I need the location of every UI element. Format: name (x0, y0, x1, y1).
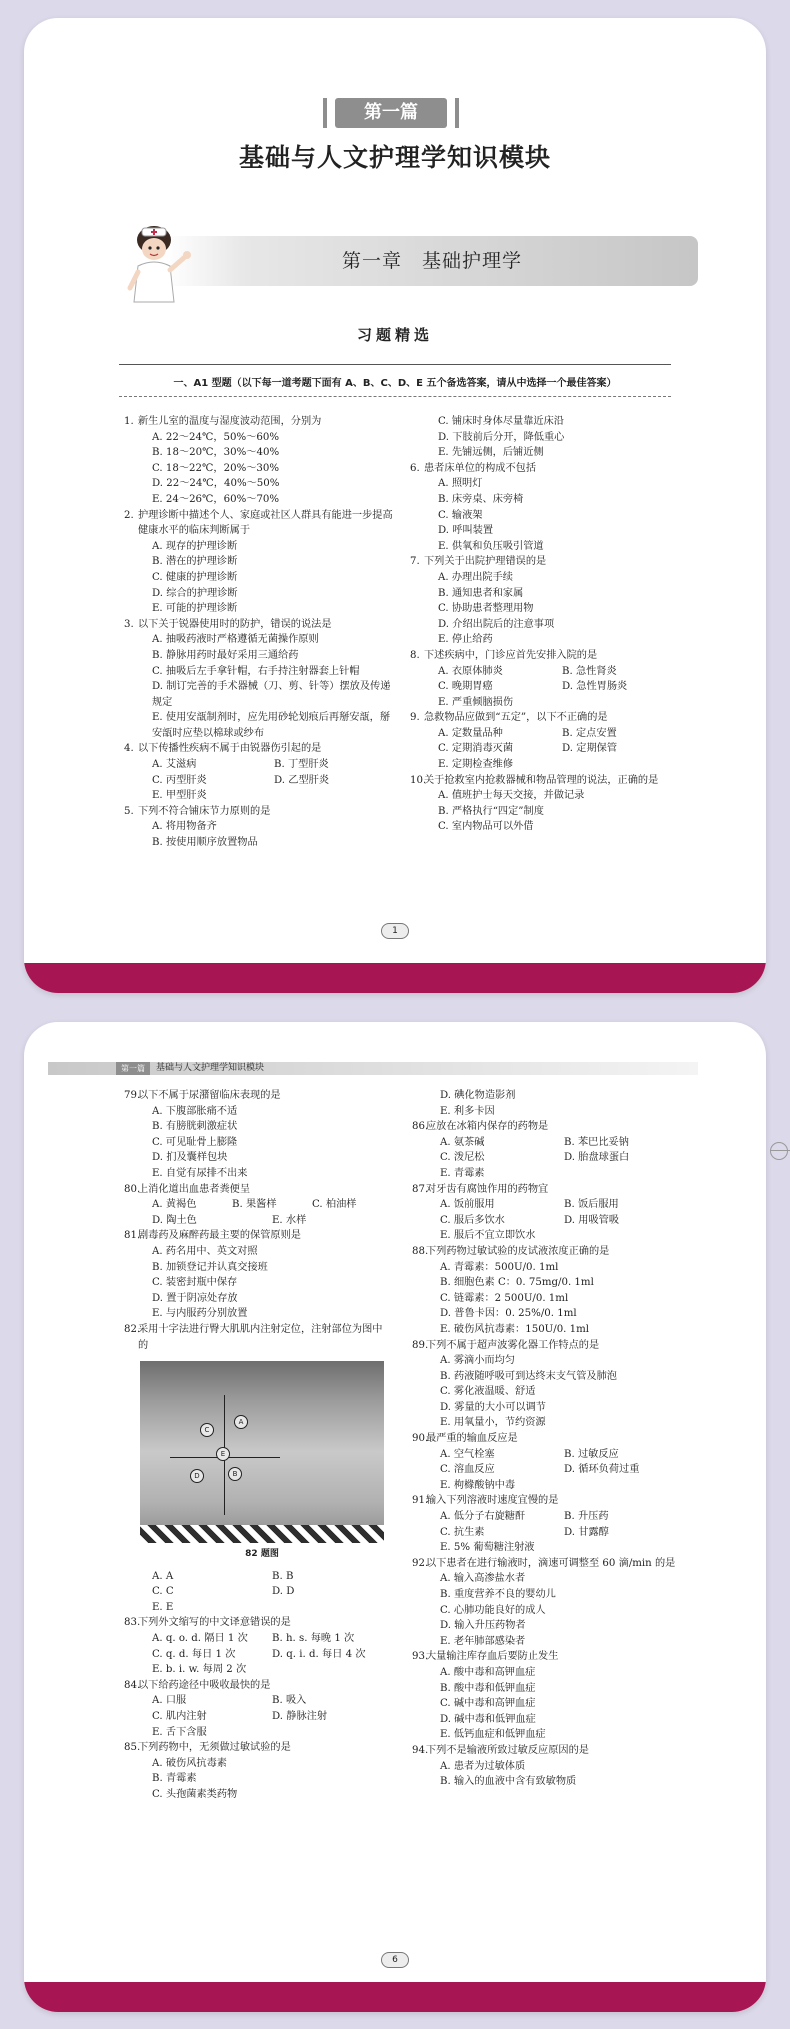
site-marker-d: D (190, 1469, 204, 1483)
answer-option: B. 严格执行“四定”制度 (438, 805, 544, 817)
question-text: 以下传播性疾病不属于由锐器伤引起的是 (138, 743, 322, 755)
question-text: 以下不属于尿潴留临床表现的是 (138, 1090, 281, 1101)
answer-option: C. 雾化液温暖、舒适 (440, 1386, 536, 1398)
answer-option: C. 铺床时身体尽量靠近床沿 (438, 416, 564, 427)
answer-option: E. 枸橼酸钠中毒 (440, 1479, 516, 1491)
answer-option: B. 潜在的护理诊断 (152, 556, 238, 568)
book-page-1 (24, 18, 766, 993)
question-text: 患者床单位的构成不包括 (424, 462, 537, 474)
question-number: 86. (412, 1121, 429, 1133)
answer-option: E. b. i. w. 每周 2 次 (152, 1664, 247, 1676)
question-number: 9. (410, 712, 420, 724)
answer-option: E. 供氧和负压吸引管道 (438, 540, 544, 552)
page-bottom-band (24, 1982, 766, 2012)
answer-option: A. 药名用中、英文对照 (152, 1245, 258, 1257)
answer-option: D. 雾量的大小可以调节 (440, 1401, 546, 1413)
option-row (426, 1509, 694, 1525)
question-number: 84. (124, 1679, 141, 1691)
answer-option: B. 吸入 (272, 1695, 307, 1707)
answer-option: E. 青霉素 (440, 1167, 485, 1179)
answer-option: E. 老年肺部感染者 (440, 1635, 526, 1647)
question-text: 以下患者在进行输液时，滴速可调整至 60 滴/min 的是 (426, 1557, 676, 1569)
question-item (124, 1182, 392, 1229)
answer-option: A. 抽吸药液时严格遵循无菌操作原则 (152, 634, 319, 646)
option-row (138, 1569, 392, 1585)
option-row (424, 726, 692, 742)
answer-option: C. 丙型肝炎 (152, 774, 207, 786)
page-number: 6 (381, 1952, 409, 1968)
option-row (424, 679, 692, 695)
question-item (412, 1431, 694, 1493)
question-text: 急救物品应做到“五定”，以下不正确的是 (424, 712, 608, 724)
question-text: 以下给药途径中吸收最快的是 (138, 1679, 271, 1691)
answer-option: C. 碱中毒和高钾血症 (440, 1698, 536, 1710)
answer-option: D. 急性胃肠炎 (562, 681, 628, 693)
question-text: 新生儿室的温度与湿度波动范围，分别为 (138, 416, 322, 427)
question-item (412, 1244, 694, 1338)
answer-option: B. 按使用顺序放置物品 (152, 837, 258, 849)
answer-option: C. 链霉素：2 500U/0. 1ml (440, 1292, 569, 1304)
question-type-heading: 一、A1 型题（以下每一道考题下面有 A、B、C、D、E 五个备选答案，请从中选择一个最佳答案） (173, 378, 617, 389)
answer-option: D. 甘露醇 (564, 1526, 609, 1538)
figure-caption: 82 题图 (245, 1549, 279, 1560)
heading-rule-top (119, 364, 671, 365)
option-row (426, 1525, 694, 1541)
answer-option: C. 泼尼松 (440, 1152, 485, 1164)
question-text: 下列药物中，无须做过敏试验的是 (138, 1742, 291, 1754)
answer-option: A. 空气栓塞 (440, 1448, 495, 1460)
question-number: 94. (412, 1744, 429, 1756)
question-text: 下述疾病中，门诊应首先安排入院的是 (424, 649, 598, 661)
question-item (410, 461, 692, 555)
question-number: 7. (410, 556, 420, 568)
question-item (124, 1678, 392, 1740)
question-item (124, 1615, 392, 1677)
option-row (426, 1462, 694, 1478)
answer-option: D. q. i. d. 每日 4 次 (272, 1648, 366, 1660)
answer-option: A. 将用物备齐 (152, 821, 217, 833)
part-title: 基础与人文护理学知识模块 (238, 143, 551, 172)
answer-option: C. 输液架 (438, 509, 483, 521)
question-number: 2. (124, 509, 134, 521)
answer-option: D. 22～24℃，40%～50% (152, 478, 280, 490)
question-item (124, 741, 396, 803)
answer-option: D. 普鲁卡因：0. 25%/0. 1ml (440, 1308, 577, 1320)
question-number: 1. (124, 416, 134, 427)
option-row (138, 757, 396, 773)
answer-option: E. 利多卡因 (440, 1105, 495, 1117)
photo-striped-fabric (140, 1525, 384, 1543)
answer-option: D. 介绍出院后的注意事项 (438, 618, 555, 630)
answer-option: C. 室内物品可以外借 (438, 821, 534, 833)
answer-option: A. 现存的护理诊断 (152, 540, 238, 552)
option-row (426, 1150, 694, 1166)
nurse-mascot-icon (124, 222, 204, 306)
question-item (124, 508, 396, 617)
option-row (138, 1584, 392, 1600)
question-number: 4. (124, 743, 134, 755)
question-column-left (124, 1088, 392, 1803)
answer-option: B. 果酱样 (232, 1199, 277, 1211)
answer-option: B. B (272, 1570, 294, 1582)
answer-option: E. 可能的护理诊断 (152, 603, 238, 615)
answer-option: A. 下腹部胀痛不适 (152, 1105, 238, 1117)
question-number: 10. (410, 774, 427, 786)
answer-option: A. 雾滴小而均匀 (440, 1355, 515, 1367)
option-row (138, 1197, 392, 1213)
section-heading: 习题精选 (356, 326, 433, 344)
question-number: 5. (124, 805, 134, 817)
answer-option: D. 用吸管吸 (564, 1214, 620, 1226)
answer-option: B. 床旁桌、床旁椅 (438, 493, 524, 505)
answer-option: B. 输入的血液中含有致敏物质 (440, 1776, 577, 1788)
answer-option: D. 静脉注射 (272, 1711, 328, 1723)
question-number: 79. (124, 1090, 141, 1101)
answer-option: C. 服后多饮水 (440, 1214, 505, 1226)
question-text: 下列外文缩写的中文译意错误的是 (138, 1617, 291, 1629)
site-marker-a: A (234, 1415, 248, 1429)
option-row (424, 664, 692, 680)
running-header-badge: 第一篇 (116, 1062, 150, 1075)
answer-option: E. 自觉有尿排不出来 (152, 1167, 248, 1179)
answer-option: B. 丁型肝炎 (274, 759, 329, 771)
question-number: 83. (124, 1617, 141, 1629)
question-text: 护理诊断中描述个人、家庭或社区人群具有能进一步提高健康水平的临床判断属于 (138, 509, 393, 537)
answer-option: B. 细胞色素 C：0. 75mg/0. 1ml (440, 1277, 594, 1289)
answer-option: B. 18～20℃，30%～40% (152, 447, 280, 459)
question-number: 80. (124, 1183, 141, 1195)
badge-ornament-right (455, 98, 459, 128)
answer-option: C. q. d. 每日 1 次 (152, 1648, 236, 1660)
question-item (412, 1338, 694, 1432)
answer-option: B. 过敏反应 (564, 1448, 619, 1460)
answer-option: B. 苯巴比妥钠 (564, 1136, 629, 1148)
site-marker-e: E (216, 1447, 230, 1461)
registration-mark-icon (770, 1142, 788, 1160)
answer-option: A. 饭前服用 (440, 1199, 495, 1211)
answer-option: A. 22～24℃，50%～60% (152, 431, 280, 443)
question-text: 下列关于出院护理错误的是 (424, 556, 547, 568)
answer-option: E. 先铺远侧，后铺近侧 (438, 447, 544, 459)
answer-option: E. 严重倾脑损伤 (438, 696, 514, 708)
question-continued (412, 1088, 694, 1119)
option-row (426, 1135, 694, 1151)
answer-option: A. 低分子右旋糖酐 (440, 1511, 526, 1523)
answer-option: D. 置于阴凉处存放 (152, 1292, 238, 1304)
answer-option: E. 用氧量小，节约资源 (440, 1417, 546, 1429)
answer-option: D. 下肢前后分开，降低重心 (438, 431, 565, 443)
answer-option: C. C (152, 1586, 174, 1598)
answer-option: A. 值班护士每天交接，并做记录 (438, 790, 585, 802)
question-item (124, 1740, 392, 1802)
question-item (124, 414, 396, 508)
question-number: 93. (412, 1651, 429, 1663)
question-item (412, 1182, 694, 1244)
answer-option: E. 停止给药 (438, 634, 493, 646)
running-header-title: 基础与人文护理学知识模块 (156, 1063, 265, 1073)
answer-option: B. 静脉用药时最好采用三通给药 (152, 649, 299, 661)
question-number: 89. (412, 1339, 429, 1351)
question-number: 3. (124, 618, 134, 630)
answer-option: D. 碱中毒和低钾血症 (440, 1713, 536, 1725)
option-row (138, 773, 396, 789)
answer-option: A. 破伤风抗毒素 (152, 1757, 227, 1769)
heading-rule-bottom (119, 396, 671, 397)
answer-option: A. A (152, 1570, 174, 1582)
answer-option: C. 18～22℃，20%～30% (152, 462, 280, 474)
answer-option: C. 肌内注射 (152, 1711, 207, 1723)
answer-option: D. 胎盘球蛋白 (564, 1152, 630, 1164)
answer-option: D. 输入升压药物者 (440, 1620, 526, 1632)
answer-option: C. 抽吸后左手拿针帽，右手持注射器套上针帽 (152, 665, 360, 677)
question-number: 85. (124, 1742, 141, 1754)
question-item (410, 710, 692, 772)
question-number: 90. (412, 1433, 429, 1445)
question-number: 8. (410, 649, 420, 661)
answer-option: C. 头孢菌素类药物 (152, 1789, 238, 1800)
answer-option: C. 装密封瓶中保存 (152, 1277, 238, 1289)
answer-option: B. 急性肾炎 (562, 665, 617, 677)
answer-option: E. 低钙血症和低钾血症 (440, 1729, 546, 1741)
answer-option: B. 酸中毒和低钾血症 (440, 1682, 536, 1694)
answer-option: A. q. o. d. 隔日 1 次 (152, 1633, 248, 1645)
answer-option: E. 定期检查维修 (438, 759, 514, 771)
answer-option: D. 综合的护理诊断 (152, 587, 238, 599)
question-text: 以下关于锐器使用时的防护，错误的说法是 (138, 618, 332, 630)
answer-option: A. 艾滋病 (152, 759, 197, 771)
site-marker-b: B (228, 1467, 242, 1481)
answer-option: C. 抗生素 (440, 1526, 485, 1538)
answer-option: E. 舌下含服 (152, 1726, 207, 1738)
book-page-6 (24, 1022, 766, 2012)
answer-option: A. 输入高渗盐水者 (440, 1573, 526, 1585)
question-text: 采用十字法进行臀大肌肌内注射定位，注射部位为图中的 (138, 1323, 383, 1351)
answer-option: C. 心肺功能良好的成人 (440, 1604, 546, 1616)
question-item (410, 773, 692, 835)
option-row (138, 1647, 392, 1663)
answer-option: A. 黄褐色 (152, 1199, 197, 1211)
answer-option: B. 升压药 (564, 1511, 609, 1523)
answer-option: D. 碘化物造影剂 (440, 1090, 516, 1101)
question-item (124, 617, 396, 742)
question-number: 82. (124, 1323, 141, 1335)
question-item (412, 1556, 694, 1650)
answer-option: B. 饭后服用 (564, 1199, 619, 1211)
answer-option: E. 使用安瓿制剂时，应先用砂轮划痕后再掰安瓿，掰安瓿时应垫以棉球或纱布 (152, 712, 391, 739)
answer-option: E. 服后不宜立即饮水 (440, 1230, 536, 1242)
answer-option: B. 通知患者和家属 (438, 587, 524, 599)
question-item (412, 1119, 694, 1181)
question-text: 下列不是输液所致过敏反应原因的是 (426, 1744, 589, 1756)
answer-option: D. 陶土色 (152, 1214, 197, 1226)
answer-option: D. 循环负荷过重 (564, 1464, 640, 1476)
answer-option: C. 健康的护理诊断 (152, 571, 238, 583)
answer-option: C. 溶血反应 (440, 1464, 495, 1476)
question-item (124, 1088, 392, 1182)
answer-option: E. 5% 葡萄糖注射液 (440, 1542, 535, 1554)
question-item (412, 1649, 694, 1743)
answer-option: E. 甲型肝炎 (152, 790, 207, 802)
question-text: 下列不符合铺床节力原则的是 (138, 805, 271, 817)
question-number: 91. (412, 1495, 429, 1507)
question-text: 大量输注库存血后要防止发生 (426, 1651, 559, 1663)
badge-ornament-left (323, 98, 327, 128)
question-item (412, 1743, 694, 1790)
answer-option: A. 照明灯 (438, 478, 483, 490)
answer-option: D. D (272, 1586, 295, 1598)
question-text: 上消化道出血患者粪便呈 (138, 1183, 251, 1195)
question-item (124, 804, 396, 851)
answer-option: E. 与内服药分别放置 (152, 1308, 248, 1320)
question-number: 88. (412, 1245, 429, 1257)
answer-option: A. 口服 (152, 1695, 187, 1707)
registration-mark-line (770, 1150, 790, 1151)
question-text: 下列药物过敏试验的皮试液浓度正确的是 (426, 1245, 610, 1257)
answer-option: A. 青霉素：500U/0. 1ml (440, 1261, 559, 1273)
answer-option: E. E (152, 1601, 174, 1613)
answer-option: A. 办理出院手续 (438, 571, 513, 583)
answer-option: B. 加锁登记并认真交接班 (152, 1261, 268, 1273)
answer-option: E. 水样 (272, 1214, 307, 1226)
answer-option: A. 患者为过敏体质 (440, 1760, 526, 1772)
answer-option: C. 协助患者整理用物 (438, 603, 534, 615)
question-number: 6. (410, 462, 420, 474)
page-bottom-band (24, 963, 766, 993)
question-item (410, 554, 692, 648)
question-continued (410, 414, 692, 461)
answer-option: A. 定数量品种 (438, 727, 503, 739)
part-badge: 第一篇 (335, 98, 447, 128)
question-text: 对牙齿有腐蚀作用的药物宜 (426, 1183, 549, 1195)
question-text: 下列不属于超声波雾化器工作特点的是 (426, 1339, 600, 1351)
question-number: 87. (412, 1183, 429, 1195)
answer-option: C. 可见耻骨上膨隆 (152, 1136, 238, 1148)
answer-option: B. 定点安置 (562, 727, 617, 739)
answer-option: B. 重度营养不良的婴幼儿 (440, 1589, 556, 1600)
question-text: 关于抢救室内抢救器械和物品管理的说法，正确的是 (424, 774, 659, 786)
answer-option: D. 乙型肝炎 (274, 774, 330, 786)
site-marker-c: C (200, 1423, 214, 1437)
answer-option: A. 氨茶碱 (440, 1136, 485, 1148)
option-row (426, 1213, 694, 1229)
option-row (138, 1709, 392, 1725)
answer-option: B. 药液随呼吸可到达终末支气管及肺泡 (440, 1370, 617, 1382)
option-row (426, 1197, 694, 1213)
question-column-right (412, 1088, 694, 1790)
question-text: 剧毒药及麻醉药最主要的保管原则是 (138, 1230, 301, 1242)
question-number: 81. (124, 1230, 141, 1242)
answer-option: E. 破伤风抗毒素：150U/0. 1ml (440, 1323, 590, 1335)
answer-option: B. 青霉素 (152, 1773, 197, 1785)
question-item (124, 1322, 392, 1616)
answer-option: D. 呼叫装置 (438, 525, 494, 537)
question-text: 最严重的输血反应是 (426, 1433, 518, 1445)
chapter-title: 第一章 基础护理学 (341, 250, 522, 272)
option-row (424, 741, 692, 757)
question-column-left (124, 414, 396, 851)
question-number: 92. (412, 1557, 429, 1569)
answer-option: D. 扪及囊样包块 (152, 1152, 228, 1164)
option-row (138, 1693, 392, 1709)
answer-option: B. 有膀胱刺激症状 (152, 1121, 238, 1133)
question-item (412, 1493, 694, 1555)
injection-site-photo (140, 1361, 384, 1543)
option-row (138, 1631, 392, 1647)
answer-option: B. h. s. 每晚 1 次 (272, 1633, 355, 1645)
option-row (426, 1447, 694, 1463)
page-number: 1 (381, 923, 409, 939)
answer-option: C. 晚期胃癌 (438, 681, 493, 693)
answer-option: A. 酸中毒和高钾血症 (440, 1666, 536, 1678)
question-text: 输入下列溶液时速度宜慢的是 (426, 1495, 559, 1507)
question-item (410, 648, 692, 710)
answer-option: A. 衣原体肺炎 (438, 665, 503, 677)
answer-option: D. 定期保管 (562, 743, 618, 755)
answer-option: C. 定期消毒灭菌 (438, 743, 514, 755)
option-row (138, 1213, 392, 1229)
question-item (124, 1228, 392, 1322)
answer-option: D. 制订完善的手术器械（刀、剪、针等）摆放及传递规定 (152, 681, 391, 708)
question-text: 应放在冰箱内保存的药物是 (426, 1121, 549, 1133)
question-column-right (410, 414, 692, 835)
answer-option: E. 24～26℃，60%～70% (152, 493, 280, 505)
answer-option: C. 柏油样 (312, 1199, 357, 1211)
